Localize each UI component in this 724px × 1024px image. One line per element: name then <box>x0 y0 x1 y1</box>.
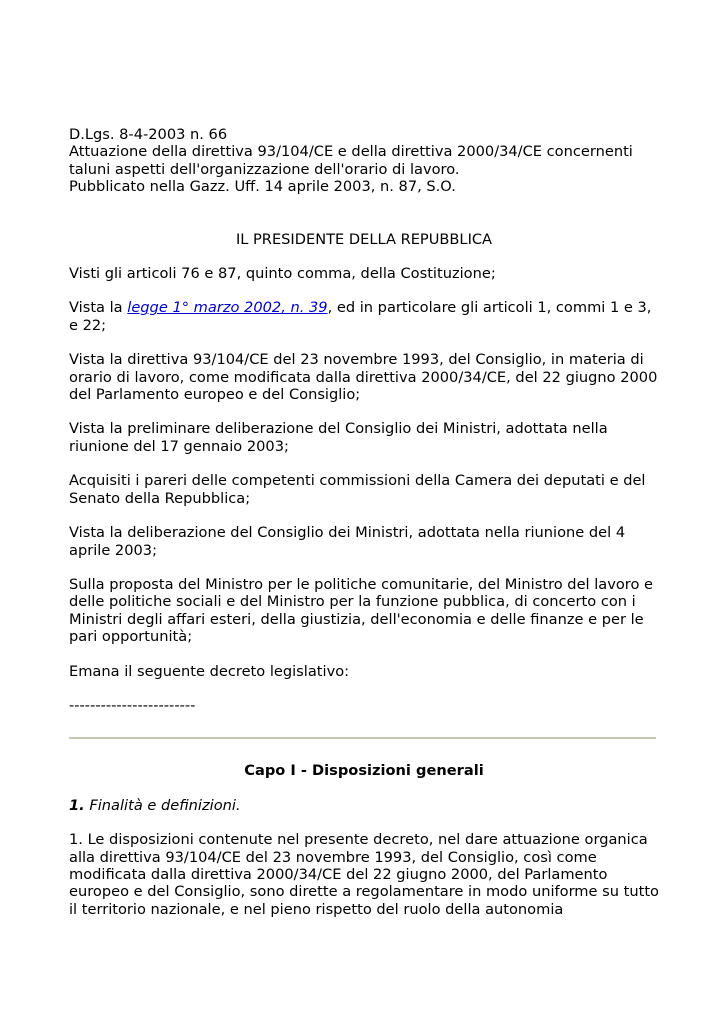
preamble-sulla-proposta: Sulla proposta del Ministro per le politiche comunitarie, del Ministro del lavoro e delle politiche sociali e del Ministro per la funzione pubblica, di concerto con i Ministri degli affari esteri, della giustizia, dell'economia e delle finanze e per le pari opportunità; <box>69 575 654 646</box>
preamble-vista-preliminare: Vista la preliminare deliberazione del Consiglio dei Ministri, adottata nella riunione del 17 gennaio 2003; <box>69 420 608 455</box>
issuer-heading: IL PRESIDENTE DELLA REPUBBLICA <box>235 230 493 248</box>
header-spacer <box>69 196 659 231</box>
preamble-emana: Emana il seguente decreto legislativo: <box>69 662 350 680</box>
preamble-visti-costituzione: Visti gli articoli 76 e 87, quinto comma, della Costituzione; <box>69 265 496 283</box>
article-paragraph: 1. Le disposizioni contenute nel presente decreto, nel dare attuazione organica alla direttiva 93/104/CE del 23 novembre 1993, del Consiglio, così come modificata dalla direttiva 2000/34/CE del 22 giugno 2000, del Parlamento europeo e del Consiglio, sono dirette a regolamentare in modo uniforme su tutto il territorio nazionale, e nel pieno rispetto del ruolo della autonomia <box>69 831 659 918</box>
horizontal-divider <box>69 737 656 739</box>
vista-legge-suffix: , ed in particolare gli articoli 1, commi 1 e 3, e 22; <box>69 299 652 334</box>
document-page <box>69 126 659 918</box>
preamble-vista-legge <box>69 299 659 334</box>
law-reference-link[interactable]: legge 1° marzo 2002, n. 39 <box>127 299 328 317</box>
decree-reference: D.Lgs. 8-4-2003 n. 66 <box>69 126 228 143</box>
preamble-acquisiti-pareri: Acquisiti i pareri delle competenti commissioni della Camera dei deputati e del Senato della Repubblica; <box>69 472 646 507</box>
dash-separator: ------------------------ <box>69 696 196 714</box>
preamble-vista-deliberazione: Vista la deliberazione del Consiglio dei Ministri, adottata nella riunione del 4 aprile 2003; <box>69 524 626 559</box>
vista-legge-prefix: Vista la <box>69 299 128 317</box>
chapter-title: Capo I - Disposizioni generali <box>244 762 484 780</box>
publication-note: Pubblicato nella Gazz. Uff. 14 aprile 2003, n. 87, S.O. <box>69 178 456 196</box>
decree-subject-line-1: Attuazione della direttiva 93/104/CE e della direttiva 2000/34/CE concernenti <box>69 143 633 161</box>
article-number: 1. <box>69 796 85 814</box>
decree-subject-line-2: taluni aspetti dell'organizzazione dell'orario di lavoro. <box>69 160 460 178</box>
article-title: Finalità e definizioni. <box>89 796 241 814</box>
document-header <box>69 126 659 196</box>
preamble-vista-direttiva: Vista la direttiva 93/104/CE del 23 novembre 1993, del Consiglio, in materia di orario di lavoro, come modificata dalla direttiva 2000/34/CE, del 22 giugno 2000 del Parlamento europeo e del Consiglio; <box>69 351 658 404</box>
article-heading <box>69 797 659 814</box>
